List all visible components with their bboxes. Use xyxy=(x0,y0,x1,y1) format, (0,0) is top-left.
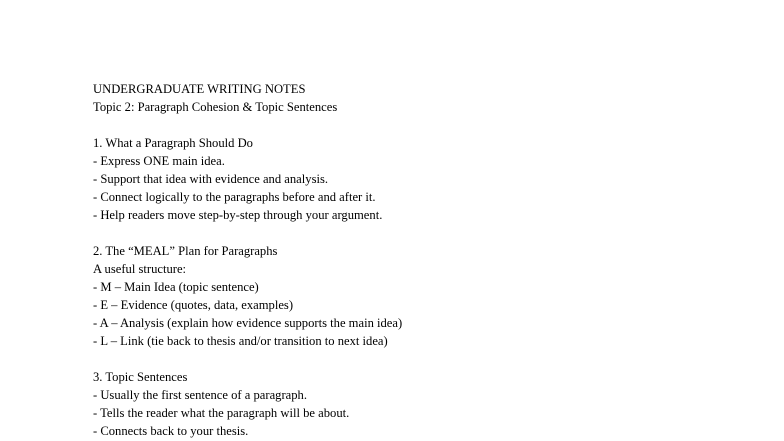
section-line: - M – Main Idea (topic sentence) xyxy=(93,280,259,294)
section-line: - Help readers move step-by-step through your argument. xyxy=(93,208,383,222)
section-line: - L – Link (tie back to thesis and/or transition to next idea) xyxy=(93,334,388,348)
section-line: A useful structure: xyxy=(93,262,187,276)
section-line: - Connect logically to the paragraphs before and after it. xyxy=(93,190,376,204)
section-heading: 1. What a Paragraph Should Do xyxy=(93,136,253,150)
spacer xyxy=(93,224,713,242)
section-line: - Connects back to your thesis. xyxy=(93,424,249,438)
notes-body xyxy=(93,80,713,440)
spacer xyxy=(93,350,713,368)
section-heading: 3. Topic Sentences xyxy=(93,370,188,384)
section-line: - Support that idea with evidence and analysis. xyxy=(93,172,329,186)
document-title: UNDERGRADUATE WRITING NOTES xyxy=(93,82,306,96)
section-line: - Usually the first sentence of a paragraph. xyxy=(93,388,308,402)
section-line: - A – Analysis (explain how evidence supports the main idea) xyxy=(93,316,403,330)
section-line: - Tells the reader what the paragraph will be about. xyxy=(93,406,350,420)
section-line: - E – Evidence (quotes, data, examples) xyxy=(93,298,294,312)
document-subtitle: Topic 2: Paragraph Cohesion & Topic Sentences xyxy=(93,100,338,114)
spacer xyxy=(93,116,713,134)
section-heading: 2. The “MEAL” Plan for Paragraphs xyxy=(93,244,278,258)
section-line: - Express ONE main idea. xyxy=(93,154,225,168)
